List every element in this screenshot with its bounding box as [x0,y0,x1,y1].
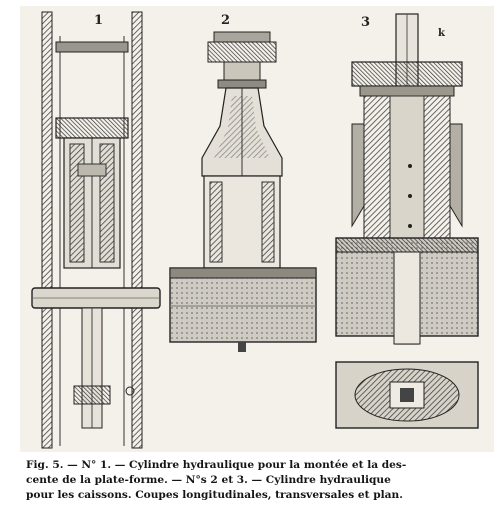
engraving-plate [20,6,494,452]
caption-line-2: cente de la plate-forme. — N°s 2 et 3. — Cylindre hydraulique [26,474,391,486]
letter-k-label: k [438,28,445,39]
figure-2-caisson-cylinder [170,32,316,352]
panel-number-2: 2 [221,13,231,28]
panel-number-1: 1 [94,13,104,28]
figure-1-hydraulic-cylinder [32,12,160,448]
caption-line-1: Fig. 5. — N° 1. — Cylindre hydraulique pour la montée et la des- [26,459,407,471]
panel-number-3: 3 [361,15,371,30]
caption-line-3: pour les caissons. Coupes longitudinales, transversales et plan. [26,489,403,501]
figure-caption [26,458,496,503]
figure-3-caisson-cylinder-section [336,14,478,428]
